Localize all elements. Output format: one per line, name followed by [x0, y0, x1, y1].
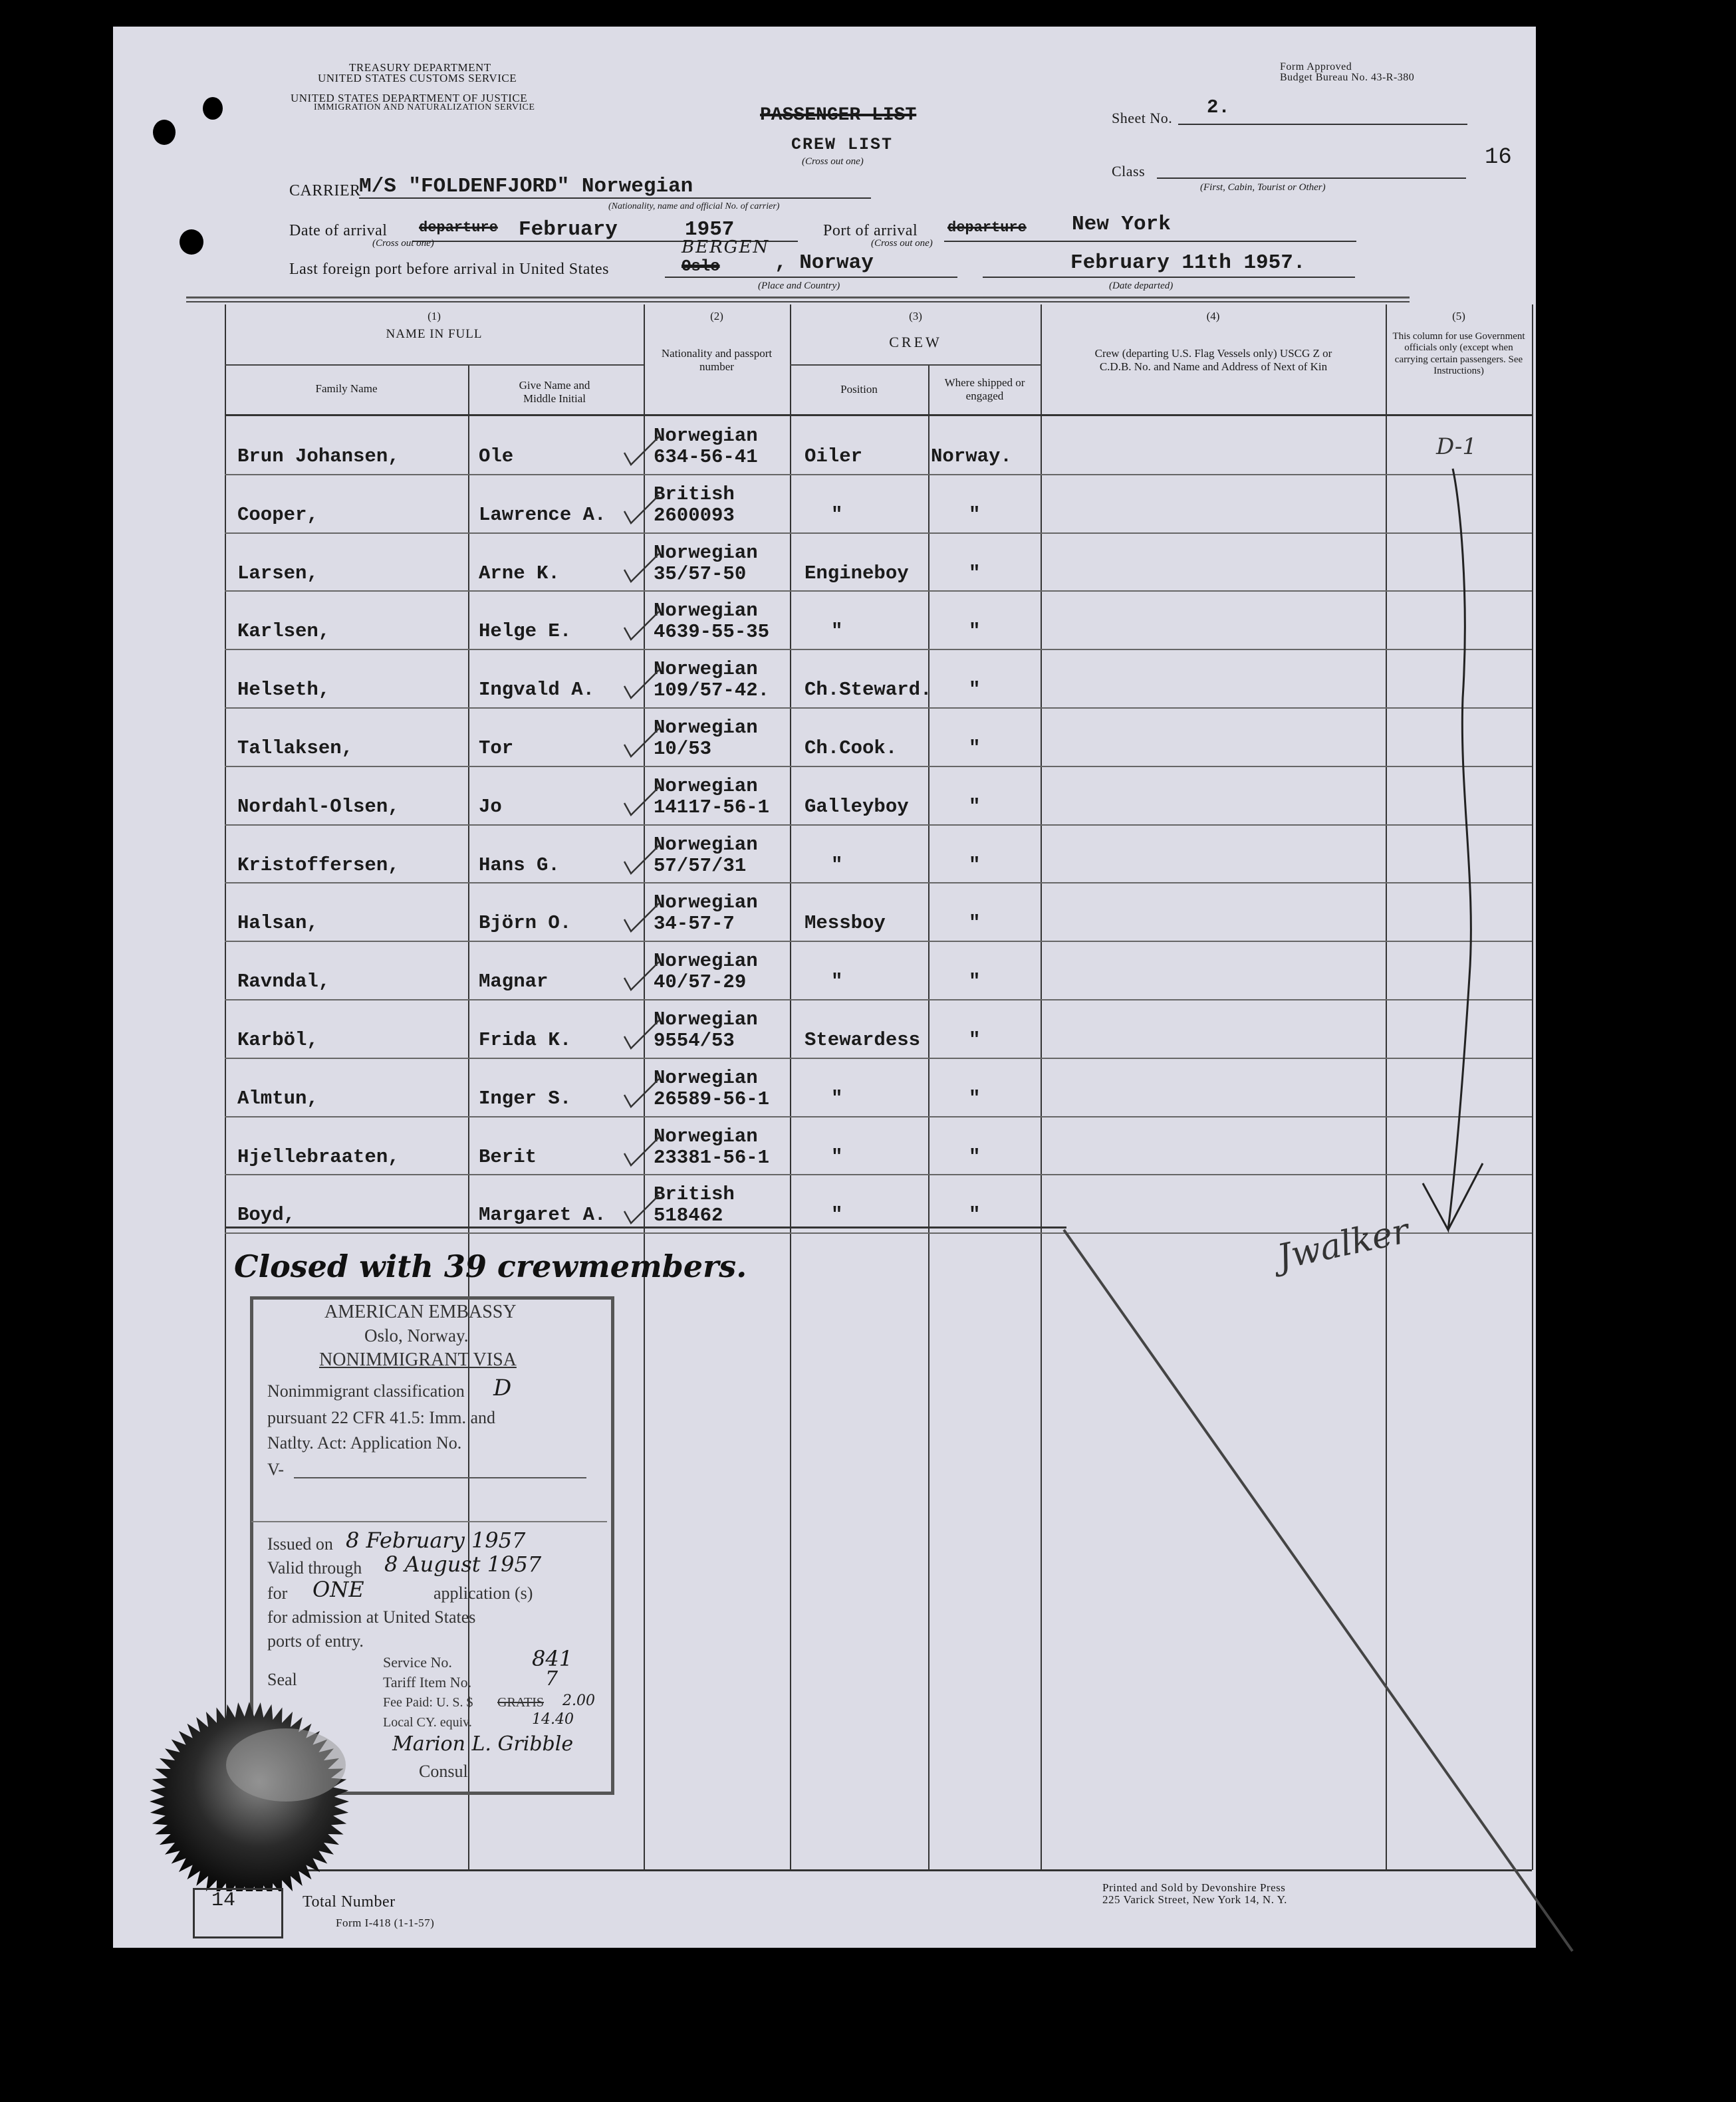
family-name-cell: Kristoffersen,	[237, 854, 400, 876]
row-divider	[225, 707, 1532, 709]
shipped-cell: "	[969, 679, 981, 701]
passport-cell: 57/57/31	[654, 854, 747, 877]
port-cross-hint: (Cross out one)	[871, 238, 933, 249]
class-label: Class	[1112, 163, 1146, 179]
punch-hole	[153, 120, 176, 145]
shipped-cell: "	[969, 912, 981, 935]
stamp-tariff-label: Tariff Item No.	[383, 1674, 472, 1691]
port-value: New York	[1072, 213, 1171, 236]
row-divider	[225, 532, 1532, 534]
check-mark-icon	[622, 1135, 662, 1168]
stamp-v-prefix: V-	[267, 1460, 285, 1479]
given-name-cell: Helge E.	[479, 620, 572, 643]
date-crossed: departure	[419, 219, 498, 236]
family-name-cell: Brun Johansen,	[237, 445, 400, 467]
given-name-cell: Ingvald A.	[479, 679, 595, 701]
agency-line-1: TREASURY DEPARTMENT	[349, 61, 491, 74]
corner-number: 16	[1485, 145, 1512, 170]
nationality-cell: Norwegian	[654, 1066, 758, 1089]
stamp-consul-signature: Marion L. Gribble	[392, 1732, 574, 1756]
family-name-cell: Helseth,	[237, 679, 330, 701]
col3-title: CREW	[889, 334, 942, 350]
closing-rule	[225, 1226, 1066, 1228]
date-label: Date of arrival	[289, 222, 388, 239]
stamp-application-2: for admission at United States	[267, 1607, 476, 1627]
shipped-cell: "	[969, 562, 981, 584]
col5-bracket-line	[1396, 459, 1529, 1250]
sheet-underline	[1178, 124, 1467, 125]
col3a-title: Position	[840, 383, 878, 396]
stamp-for-label: for	[267, 1583, 288, 1603]
passport-cell: 14117-56-1	[654, 796, 770, 818]
stamp-embassy: AMERICAN EMBASSY	[324, 1302, 517, 1322]
position-cell: "	[831, 1087, 843, 1109]
given-name-cell: Berit	[479, 1145, 537, 1168]
check-mark-icon	[622, 726, 662, 759]
table-border	[225, 304, 226, 1870]
passport-cell: 23381-56-1	[654, 1146, 770, 1169]
position-cell: Messboy	[805, 912, 886, 935]
last-port-label: Last foreign port before arrival in United States	[289, 261, 610, 278]
punch-hole	[180, 229, 203, 255]
form-title: CREW LIST	[791, 135, 894, 154]
stamp-fee-crossed: GRATIS	[497, 1695, 545, 1710]
position-cell: "	[831, 503, 843, 526]
total-label: Total Number	[303, 1893, 396, 1911]
family-name-cell: Ravndal,	[237, 971, 330, 993]
date-departed-underline	[983, 277, 1355, 278]
stamp-consul-label: Consul	[419, 1762, 468, 1781]
check-mark-icon	[622, 551, 662, 584]
family-name-cell: Cooper,	[237, 503, 318, 526]
check-mark-icon	[622, 901, 662, 934]
carrier-label: CARRIER	[289, 182, 361, 199]
stamp-tariff-value: 7	[545, 1667, 558, 1691]
position-cell: "	[831, 1204, 843, 1226]
class-underline	[1157, 177, 1466, 179]
stamp-fee-label: Fee Paid: U. S. $	[383, 1695, 473, 1710]
row-divider	[225, 1058, 1532, 1059]
shipped-cell: "	[969, 854, 981, 876]
family-name-cell: Almtun,	[237, 1087, 318, 1109]
given-name-cell: Björn O.	[479, 912, 572, 935]
given-name-cell: Tor	[479, 737, 514, 759]
carrier-value: M/S "FOLDENFJORD" Norwegian	[359, 175, 693, 198]
date-departed-hint: (Date departed)	[1109, 281, 1174, 291]
check-mark-icon	[622, 784, 662, 818]
check-mark-icon	[622, 1076, 662, 1109]
passport-cell: 35/57-50	[654, 562, 747, 585]
speck	[1546, 997, 1551, 1002]
check-mark-icon	[622, 1193, 662, 1226]
check-mark-icon	[622, 493, 662, 526]
last-port-value: , Norway	[775, 251, 874, 275]
row-divider	[225, 999, 1532, 1000]
col4-number: (4)	[1206, 310, 1220, 322]
col1-number: (1)	[428, 310, 441, 322]
position-cell: Galleyboy	[805, 795, 909, 818]
family-name-cell: Boyd,	[237, 1204, 296, 1226]
shipped-cell: "	[969, 971, 981, 993]
passport-cell: 10/53	[654, 738, 712, 760]
check-mark-icon	[622, 1018, 662, 1051]
punch-hole	[203, 97, 223, 120]
printer-line-2: 225 Varick Street, New York 14, N. Y.	[1102, 1893, 1287, 1906]
nationality-cell: Norwegian	[654, 717, 758, 739]
passport-cell: 518462	[654, 1205, 723, 1227]
check-mark-icon	[622, 843, 662, 876]
subheader-rule	[790, 364, 1041, 366]
stamp-pursuant-2: Natlty. Act: Application No.	[267, 1433, 462, 1453]
position-cell: Ch.Steward.	[805, 679, 932, 701]
date-cross-hint: (Cross out one)	[372, 238, 434, 249]
stamp-issued-value: 8 February 1957	[346, 1528, 526, 1553]
nationality-cell: Norwegian	[654, 425, 758, 447]
year-value: 1957	[685, 218, 735, 241]
date-departed: February 11th 1957.	[1070, 251, 1306, 275]
stamp-service-value: 841	[532, 1646, 573, 1671]
sheet-number: 2.	[1207, 96, 1230, 118]
printer-line-1: Printed and Sold by Devonshire Press	[1102, 1881, 1286, 1894]
nationality-cell: Norwegian	[654, 658, 758, 681]
position-cell: Stewardess	[805, 1029, 921, 1051]
nationality-cell: Norwegian	[654, 833, 758, 856]
given-name-cell: Margaret A.	[479, 1204, 606, 1226]
date-value: February	[519, 218, 618, 241]
row-divider	[225, 1116, 1532, 1117]
form-number: Form I-418 (1-1-57)	[336, 1917, 435, 1929]
nationality-cell: British	[654, 483, 735, 505]
stamp-pursuant-1: pursuant 22 CFR 41.5: Imm. and	[267, 1408, 496, 1427]
nationality-cell: Norwegian	[654, 891, 758, 914]
col4-title: Crew (departing U.S. Flag Vessels only) USCG Z or C.D.B. No. and Name and Address of Next of Kin	[1094, 347, 1332, 373]
agency-line-2: UNITED STATES CUSTOMS SERVICE	[318, 72, 517, 84]
nationality-cell: Norwegian	[654, 1008, 758, 1030]
sheet-label: Sheet No.	[1112, 110, 1173, 126]
family-name-cell: Nordahl-Olsen,	[237, 795, 400, 818]
given-name-cell: Frida K.	[479, 1029, 572, 1051]
position-cell: "	[831, 620, 843, 643]
given-name-cell: Jo	[479, 795, 502, 818]
budget-bureau: Budget Bureau No. 43-R-380	[1280, 72, 1415, 83]
stamp-for-value: ONE	[312, 1577, 364, 1602]
shipped-cell: "	[969, 1204, 981, 1226]
nationality-cell: Norwegian	[654, 600, 758, 622]
check-mark-icon	[622, 434, 662, 467]
passport-cell: 109/57-42.	[654, 679, 770, 702]
col1a-title: Family Name	[315, 382, 378, 395]
stamp-local-value: 14.40	[532, 1711, 574, 1728]
col3-number: (3)	[909, 310, 922, 322]
nationality-cell: Norwegian	[654, 541, 758, 564]
stamp-application-1: application (s)	[434, 1583, 533, 1603]
passport-cell: 9554/53	[654, 1030, 735, 1052]
embossed-seal-icon	[136, 1692, 429, 1891]
check-mark-icon	[622, 959, 662, 993]
port-label: Port of arrival	[823, 222, 918, 239]
col1b-title: Give Name and Middle Initial	[519, 379, 590, 405]
agency-line-4: IMMIGRATION AND NATURALIZATION SERVICE	[314, 102, 535, 112]
given-name-cell: Arne K.	[479, 562, 560, 584]
col3b-title: Where shipped or engaged	[944, 376, 1025, 402]
check-mark-icon	[622, 667, 662, 701]
last-port-crossed: Oslo	[682, 258, 720, 276]
header-bottom-rule	[225, 414, 1532, 416]
shipped-cell: Norway.	[931, 445, 1012, 467]
nationality-cell: Norwegian	[654, 1125, 758, 1147]
position-cell: Oiler	[805, 445, 863, 467]
given-name-cell: Ole	[479, 445, 514, 467]
nationality-cell: Norwegian	[654, 950, 758, 973]
col-divider	[1041, 304, 1042, 1870]
total-value: 14	[211, 1889, 236, 1912]
last-port-handwritten: BERGEN	[682, 237, 770, 257]
cross-out-hint: (Cross out one)	[802, 156, 864, 167]
shipped-cell: "	[969, 620, 981, 643]
total-box	[193, 1888, 283, 1938]
class-hint: (First, Cabin, Tourist or Other)	[1200, 182, 1326, 193]
stamp-class-value: D	[493, 1375, 512, 1401]
passport-cell: 40/57-29	[654, 971, 747, 994]
family-name-cell: Karböl,	[237, 1029, 318, 1051]
stamp-fee-value: 2.00	[562, 1693, 595, 1709]
stamp-service-label: Service No.	[383, 1654, 452, 1671]
diagonal-strike-line	[1060, 1226, 1579, 1958]
family-name-cell: Karlsen,	[237, 620, 330, 643]
stamp-separator	[251, 1521, 607, 1522]
given-name-cell: Magnar	[479, 971, 549, 993]
port-underline	[944, 241, 1356, 242]
shipped-cell: "	[969, 737, 981, 759]
signature-right: Jwalker	[1273, 1211, 1413, 1278]
col2-title: Nationality and passport number	[661, 347, 773, 373]
passport-cell: 634-56-41	[654, 446, 758, 468]
carrier-underline	[359, 197, 871, 199]
speck	[1539, 963, 1545, 968]
row-divider	[225, 882, 1532, 883]
stamp-visa-type: NONIMMIGRANT VISA	[319, 1349, 517, 1370]
nationality-cell: British	[654, 1183, 735, 1206]
shipped-cell: "	[969, 795, 981, 818]
stamp-issued-label: Issued on	[267, 1534, 333, 1554]
subheader-rule	[225, 364, 644, 366]
row-divider	[225, 824, 1532, 826]
agency-line-3: UNITED STATES DEPARTMENT OF JUSTICE	[291, 92, 528, 104]
header-rule	[186, 301, 1410, 302]
position-cell: "	[831, 971, 843, 993]
col5-number: (5)	[1452, 310, 1465, 322]
last-port-underline	[665, 277, 957, 278]
carrier-hint: (Nationality, name and official No. of carrier)	[608, 201, 780, 211]
stamp-application-3: ports of entry.	[267, 1631, 364, 1651]
col2-number: (2)	[710, 310, 723, 322]
row-divider	[225, 1174, 1532, 1175]
col5-title: This column for use Government officials only (except when carrying certain passengers. See Instructions)	[1392, 331, 1525, 376]
family-name-cell: Larsen,	[237, 562, 318, 584]
passport-cell: 26589-56-1	[654, 1088, 770, 1110]
position-cell: Engineboy	[805, 562, 909, 584]
col-divider	[790, 304, 791, 1870]
shipped-cell: "	[969, 503, 981, 526]
position-cell: "	[831, 1145, 843, 1168]
col5-mark: D-1	[1436, 433, 1477, 460]
row-divider	[225, 941, 1532, 942]
given-name-cell: Hans G.	[479, 854, 560, 876]
position-cell: Ch.Cook.	[805, 737, 898, 759]
check-mark-icon	[622, 609, 662, 642]
row-divider	[225, 590, 1532, 592]
stamp-valid-label: Valid through	[267, 1558, 362, 1577]
row-divider	[225, 649, 1532, 650]
col1-title: NAME IN FULL	[386, 327, 483, 341]
port-crossed: departure	[947, 219, 1027, 236]
shipped-cell: "	[969, 1029, 981, 1051]
stamp-local-label: Local CY. equiv.	[383, 1715, 472, 1730]
position-cell: "	[831, 854, 843, 876]
given-name-cell: Lawrence A.	[479, 503, 606, 526]
shipped-cell: "	[969, 1087, 981, 1109]
form-approved: Form Approved	[1280, 61, 1352, 72]
crossed-title: PASSENGER LIST	[760, 105, 917, 126]
family-name-cell: Halsan,	[237, 912, 318, 935]
row-divider	[225, 766, 1532, 767]
family-name-cell: Tallaksen,	[237, 737, 354, 759]
passport-cell: 4639-55-35	[654, 621, 770, 643]
passport-cell: 34-57-7	[654, 913, 735, 935]
family-name-cell: Hjellebraaten,	[237, 1145, 400, 1168]
passport-cell: 2600093	[654, 504, 735, 526]
row-divider	[225, 474, 1532, 475]
stamp-seal-label: Seal	[267, 1670, 297, 1689]
header-rule	[186, 296, 1410, 298]
stamp-city: Oslo, Norway.	[364, 1326, 469, 1345]
place-hint: (Place and Country)	[758, 281, 840, 291]
given-name-cell: Inger S.	[479, 1087, 572, 1109]
shipped-cell: "	[969, 1145, 981, 1168]
stamp-class-label: Nonimmigrant classification	[267, 1381, 465, 1401]
stamp-valid-value: 8 August 1957	[384, 1552, 542, 1577]
closed-note: Closed with 39 crewmembers.	[234, 1248, 747, 1284]
nationality-cell: Norwegian	[654, 774, 758, 797]
stamp-v-underline	[294, 1477, 586, 1478]
